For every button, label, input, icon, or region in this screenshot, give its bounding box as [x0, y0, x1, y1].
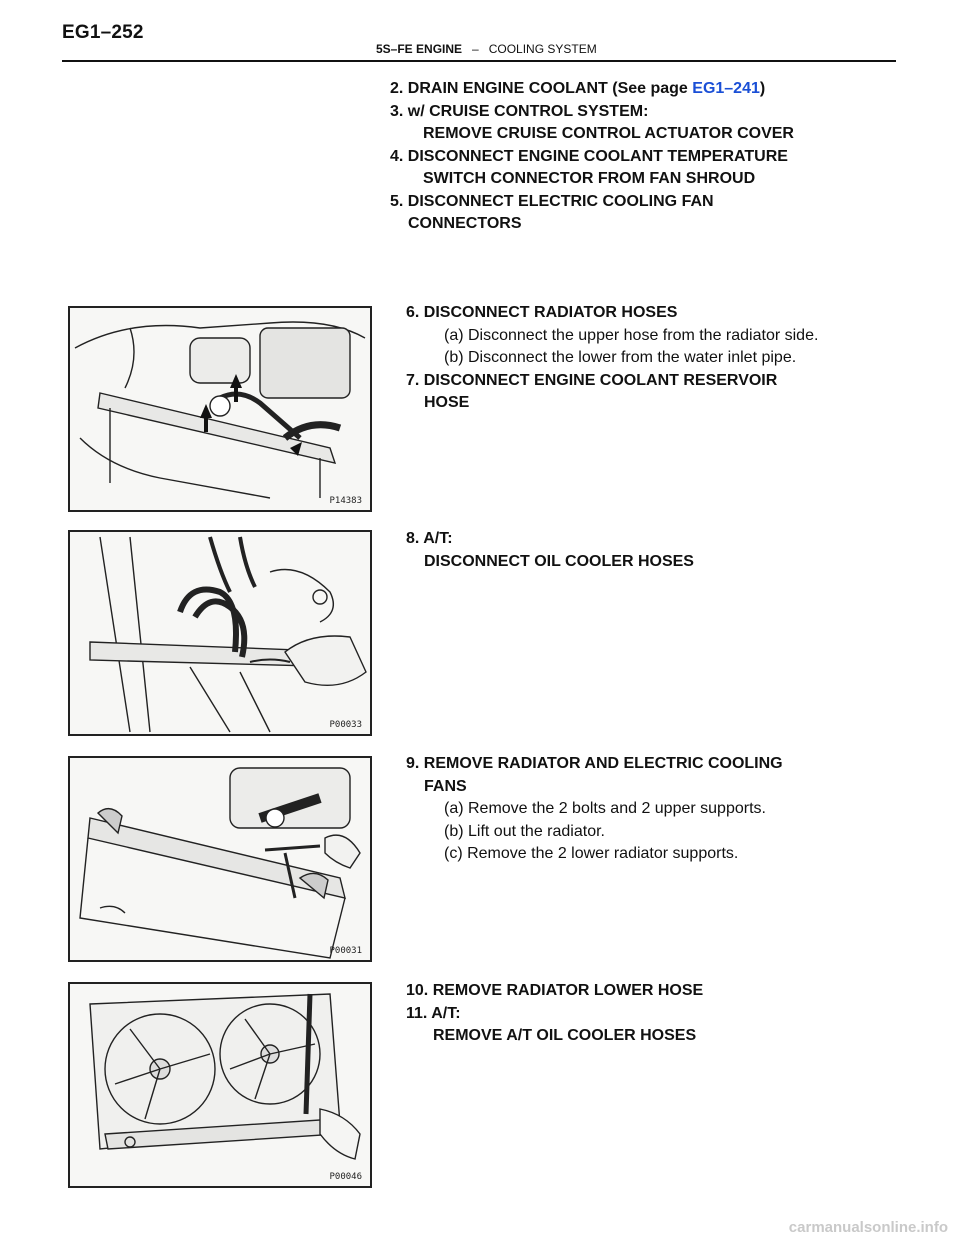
watermark: carmanualsonline.info [788, 1219, 948, 1236]
radiator-fans-illustration [70, 984, 370, 1186]
step-11-detail: REMOVE A/T OIL COOLER HOSES [433, 1027, 697, 1044]
header-rule [62, 60, 896, 62]
oil-cooler-hoses-illustration [70, 532, 370, 734]
step-6-title: 6. DISCONNECT RADIATOR HOSES [406, 304, 678, 321]
figure-radiator-hoses [68, 306, 372, 512]
step-5-detail: CONNECTORS [408, 215, 522, 232]
step-9-c: (c) Remove the 2 lower radiator supports. [444, 845, 739, 862]
page-link-eg1-241[interactable]: EG1–241 [692, 80, 760, 97]
running-header [376, 42, 597, 56]
step-9-a: (a) Remove the 2 bolts and 2 upper supports. [444, 800, 766, 817]
step-5-title: 5. DISCONNECT ELECTRIC COOLING FAN [390, 192, 714, 210]
step-2-close: ) [759, 80, 766, 97]
figure-code: P00031 [329, 946, 362, 956]
header-separator: – [472, 42, 479, 56]
figure-code: P14383 [329, 496, 362, 506]
step-4-title: 4. DISCONNECT ENGINE COOLANT TEMPERATURE [390, 147, 788, 165]
step-3-detail: REMOVE CRUISE CONTROL ACTUATOR COVER [423, 125, 794, 142]
radiator-hoses-illustration [70, 308, 370, 510]
page-number: EG1–252 [62, 22, 144, 43]
figure-code: P00046 [329, 1172, 362, 1182]
steps-10-11 [406, 980, 703, 1048]
step-4-detail: SWITCH CONNECTOR FROM FAN SHROUD [423, 170, 756, 187]
step-6-b: (b) Disconnect the lower from the water inlet pipe. [444, 349, 797, 366]
header-section: 5S–FE ENGINE [376, 42, 463, 56]
step-8-title: 8. A/T: [406, 530, 453, 547]
step-11-title: 11. A/T: [406, 1004, 461, 1022]
step-7-title: 7. DISCONNECT ENGINE COOLANT RESERVOIR [406, 371, 778, 389]
steps-6-7 [406, 302, 818, 415]
step-10-title: 10. REMOVE RADIATOR LOWER HOSE [406, 982, 704, 999]
step-9-detail: FANS [424, 777, 467, 795]
step-9-title: 9. REMOVE RADIATOR AND ELECTRIC COOLING [406, 755, 783, 772]
step-9 [406, 753, 783, 866]
step-8-detail: DISCONNECT OIL COOLER HOSES [424, 552, 694, 570]
step-2 [390, 78, 794, 101]
steps-2-5 [390, 78, 794, 236]
figure-oil-cooler-hoses [68, 530, 372, 736]
step-3-title: 3. w/ CRUISE CONTROL SYSTEM: [390, 102, 649, 120]
figure-code: P00033 [329, 720, 362, 730]
radiator-removal-illustration [70, 758, 370, 960]
step-6-a: (a) Disconnect the upper hose from the radiator side. [444, 326, 819, 344]
step-7-detail: HOSE [424, 394, 470, 411]
step-9-b: (b) Lift out the radiator. [444, 822, 605, 840]
figure-radiator-fans [68, 982, 372, 1188]
step-8 [406, 528, 694, 573]
step-2-text: 2. DRAIN ENGINE COOLANT (See page [390, 80, 693, 97]
header-subsection: COOLING SYSTEM [488, 42, 597, 56]
figure-radiator-removal [68, 756, 372, 962]
